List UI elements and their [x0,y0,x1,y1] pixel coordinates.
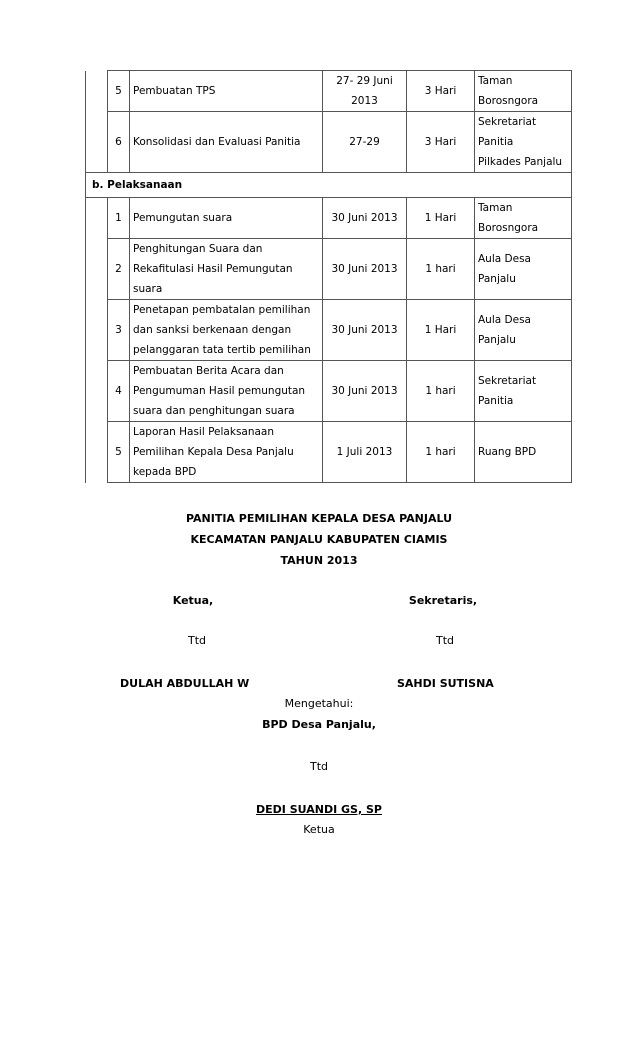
bpd-title: BPD Desa Panjalu, [262,718,376,731]
heading-line-1: PANITIA PEMILIHAN KEPALA DESA PANJALU [185,512,453,525]
row-activity-line: Laporan Hasil Pelaksanaan [133,426,275,438]
row-place-line: Aula Desa Panjalu [478,253,531,285]
row-activity [130,300,323,361]
row-activity [130,112,323,173]
table-row [86,239,572,300]
table-row [86,361,572,422]
row-activity-line: Pemilihan Kepala Desa Panjalu [133,446,294,458]
row-place [475,198,572,239]
row-activity [130,361,323,422]
section-row [86,173,572,198]
row-activity-line: pelanggaran tata tertib pemilihan [133,344,311,356]
row-gutter [86,361,108,422]
row-gutter [86,198,108,239]
row-number: 1 [108,198,130,239]
table-row [86,198,572,239]
row-date [323,361,407,422]
row-place [475,239,572,300]
row-number: 5 [108,71,130,112]
bpd-signer-name: DEDI SUANDI GS, SP [256,803,382,816]
row-date [323,71,407,112]
left-signer-name: DULAH ABDULLAH W [120,677,250,690]
row-number: 4 [108,361,130,422]
table-row [86,71,572,112]
row-activity-line: kepada BPD [133,466,197,478]
row-place [475,71,572,112]
row-place [475,112,572,173]
bpd-signer-role: Ketua [303,823,335,836]
row-place [475,300,572,361]
row-activity-line: dan sanksi berkenaan dengan [133,324,292,336]
row-date [323,112,407,173]
row-duration: 1 Hari [407,198,475,239]
row-activity-line: Rekafitulasi Hasil Pemungutan [133,263,293,275]
row-date-line: 30 Juni 2013 [331,212,398,224]
row-place [475,422,572,483]
row-place-line: Sekretariat Panitia [478,116,537,148]
row-place-line: Taman [478,202,513,214]
row-place-line: Aula Desa Panjalu [478,314,531,346]
row-date-line: 27- 29 Juni [336,75,393,87]
row-activity [130,198,323,239]
row-activity-line: Pembuatan TPS [133,85,216,97]
row-activity-line: Konsolidasi dan Evaluasi Panitia [133,136,301,148]
row-number: 3 [108,300,130,361]
row-gutter [86,112,108,173]
row-number: 5 [108,422,130,483]
row-activity [130,239,323,300]
row-date [323,422,407,483]
row-date-line: 2013 [351,95,378,107]
schedule-table [85,70,572,483]
row-activity-line: Penetapan pembatalan pemilihan [133,304,311,316]
row-activity-line: Pengumuman Hasil pemungutan [133,385,306,397]
row-activity [130,422,323,483]
row-activity-line: suara dan penghitungan suara [133,405,295,417]
row-duration: 3 Hari [407,71,475,112]
row-place-line: Pilkades Panjalu [478,156,563,168]
heading-line-2: KECAMATAN PANJALU KABUPATEN CIAMIS [190,533,448,546]
row-activity-line: Penghitungan Suara dan [133,243,263,255]
row-place [475,361,572,422]
preparation-rows [86,71,572,173]
row-date-line: 1 Juli 2013 [336,446,393,458]
row-duration: 1 Hari [407,300,475,361]
row-gutter [86,71,108,112]
table-row [86,300,572,361]
row-duration: 3 Hari [407,112,475,173]
row-gutter [86,422,108,483]
row-date-line: 30 Juni 2013 [331,385,398,397]
bpd-ttd: Ttd [309,760,329,773]
row-place-line: Taman [478,75,513,87]
row-activity-line: Pembuatan Berita Acara dan [133,365,284,377]
row-place-line: Borosngora [478,95,539,107]
section-label: b. Pelaksanaan [86,173,572,198]
row-date [323,198,407,239]
row-duration: 1 hari [407,422,475,483]
row-activity-line: Pemungutan suara [133,212,233,224]
right-signer-title: Sekretaris, [408,594,478,607]
row-date [323,239,407,300]
row-activity-line: suara [133,283,163,295]
row-number: 2 [108,239,130,300]
row-activity [130,71,323,112]
table-row [86,422,572,483]
row-date [323,300,407,361]
row-duration: 1 hari [407,239,475,300]
implementation-rows [86,198,572,483]
row-duration: 1 hari [407,361,475,422]
right-signer-name: SAHDI SUTISNA [397,677,494,690]
row-date-line: 27-29 [349,136,380,148]
left-signer-title: Ketua, [172,594,214,607]
left-ttd: Ttd [187,634,207,647]
row-place-line: Ruang BPD [478,446,537,458]
right-ttd: Ttd [435,634,455,647]
table-row [86,112,572,173]
row-number: 6 [108,112,130,173]
row-gutter [86,300,108,361]
row-gutter [86,239,108,300]
acknowledged-label: Mengetahui: [284,697,354,710]
row-date-line: 30 Juni 2013 [331,324,398,336]
row-place-line: Sekretariat Panitia [478,375,537,407]
heading-line-3: TAHUN 2013 [280,554,358,567]
row-date-line: 30 Juni 2013 [331,263,398,275]
row-place-line: Borosngora [478,222,539,234]
